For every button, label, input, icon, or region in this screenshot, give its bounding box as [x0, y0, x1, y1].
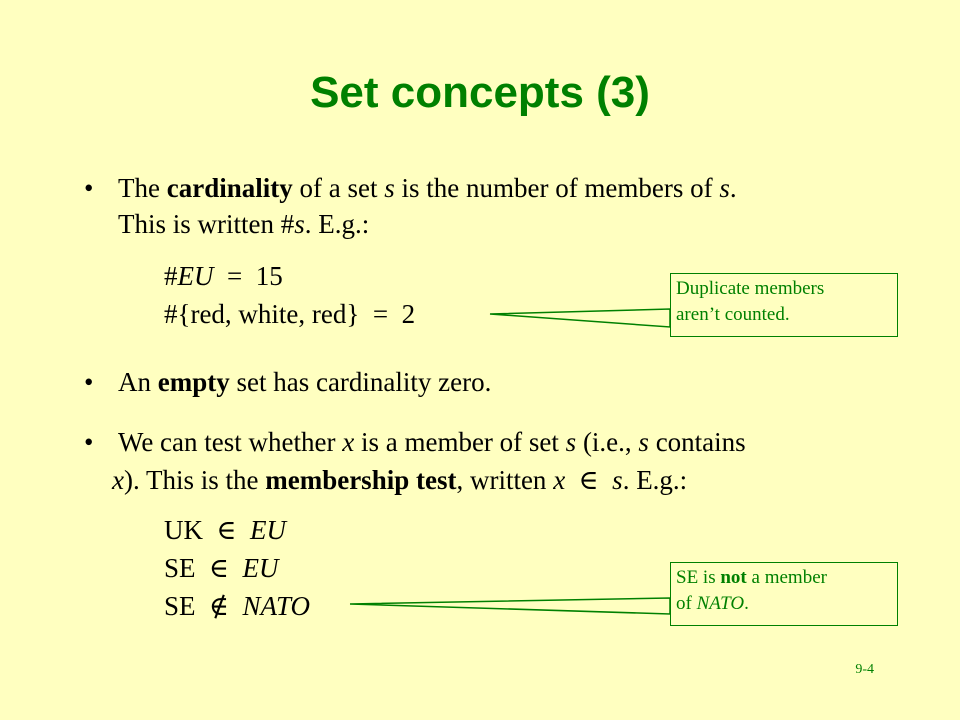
text: = 15 [213, 261, 283, 291]
term-cardinality: cardinality [166, 173, 293, 203]
connector-not-member [350, 598, 670, 614]
set-eu: EU [249, 515, 286, 545]
text: is a member of set [354, 427, 566, 457]
text: SE ∉ [164, 591, 243, 621]
page-number: 9-4 [855, 662, 874, 677]
text: is the number of members of [394, 173, 720, 203]
text: UK ∈ [164, 515, 250, 545]
text: SE is [676, 567, 721, 588]
var-x: x [342, 427, 355, 457]
bullet-marker: • [84, 367, 94, 397]
text: (i.e., [576, 427, 639, 457]
text: We can test whether [118, 427, 343, 457]
var-s: s [612, 465, 623, 495]
text: . E.g.: [304, 209, 370, 239]
var-s: s [384, 173, 395, 203]
connector-duplicates [490, 309, 670, 327]
text: An [118, 367, 158, 397]
bullet-marker: • [84, 427, 94, 457]
term-membership-test: membership test [265, 465, 457, 495]
emph-not: not [720, 567, 747, 588]
set-nato: NATO [242, 591, 311, 621]
set-eu: EU [242, 553, 279, 583]
text: SE ∈ [164, 553, 243, 583]
text: This is written # [118, 209, 295, 239]
var-x: x [553, 465, 566, 495]
text: set has cardinality zero. [229, 367, 492, 397]
set-nato: NATO [696, 593, 745, 614]
var-s: s [719, 173, 730, 203]
text: contains [648, 427, 746, 457]
set-eu: EU [177, 261, 214, 291]
bullet-marker: • [84, 173, 94, 203]
var-s: s [294, 209, 305, 239]
slide-title: Set concepts (3) [310, 68, 650, 117]
var-s: s [565, 427, 577, 457]
var-x: x [112, 465, 124, 495]
text: a member [746, 567, 827, 588]
text: . [729, 173, 737, 203]
element-of-symbol: ∈ [565, 465, 613, 495]
text: . [744, 593, 749, 614]
callout-line: aren’t counted. [676, 304, 790, 325]
text: ). This is the [123, 465, 266, 495]
text: , written [456, 465, 554, 495]
text: #{red, white, red} = 2 [164, 299, 416, 329]
text: # [164, 261, 178, 291]
callout-line: Duplicate members [676, 278, 825, 299]
text: of [676, 593, 697, 614]
text: The [118, 173, 167, 203]
var-s: s [638, 427, 649, 457]
text: . E.g.: [622, 465, 688, 495]
text: of a set [292, 173, 385, 203]
term-empty: empty [157, 367, 230, 397]
